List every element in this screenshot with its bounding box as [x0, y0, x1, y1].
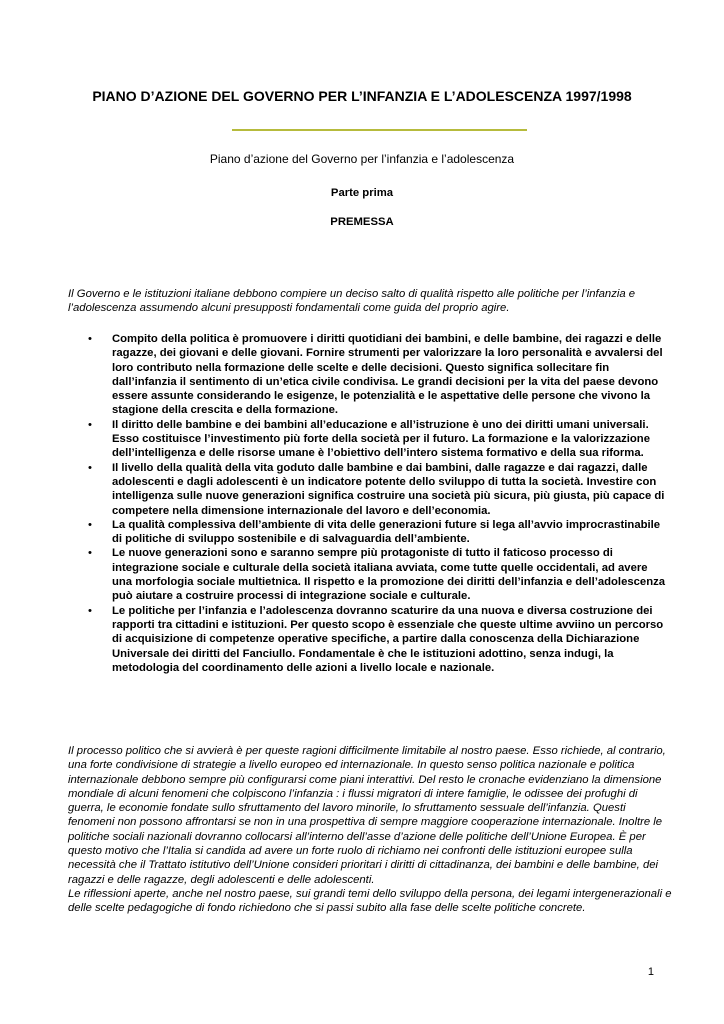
bullet-icon: • — [88, 461, 92, 474]
part-heading: Parte prima — [330, 187, 394, 199]
list-item — [68, 518, 668, 547]
page-number: 1 — [647, 966, 654, 978]
list-item — [68, 604, 668, 675]
list-item-text: Il diritto delle bambine e dei bambini all’educazione e all’istruzione è uno dei diritti umani universali. Esso costituisce l’investimento più forte della società per il futuro. La formazione e la valorizzazione dell’intelligenza e delle risorse umane è l’obiettivo dell’intero sistema formativo e della sua riforma. — [112, 418, 650, 460]
list-item — [68, 332, 668, 418]
list-item-text: Il livello della qualità della vita goduto dalle bambine e dai bambini, dalle ragazze e dai ragazzi, dalle adolescenti e dagli adolescenti è un indicatore potente dello sviluppo di tutta la società. Investire con intelligenza sulle nuove generazioni significa costruire una società più sicura, più giusta, più capace di competere nella dimensione internazionale del lavoro e dell’economia. — [112, 461, 665, 517]
bullet-icon: • — [88, 518, 92, 531]
intro-paragraph: Il Governo e le istituzioni italiane debbono compiere un deciso salto di qualità rispetto alle politiche per l’infanzia e l’adolescenza assumendo alcuni presupposti fondamentali come guida del proprio agire. — [68, 288, 636, 315]
section-heading: PREMESSA — [330, 216, 394, 228]
page-title: PIANO D’AZIONE DEL GOVERNO PER L’INFANZIA E L’ADOLESCENZA 1997/1998 — [92, 88, 632, 104]
bullet-icon: • — [88, 604, 92, 617]
list-item — [68, 546, 668, 603]
closing-section — [68, 744, 674, 916]
closing-paragraph: Le riflessioni aperte, anche nel nostro paese, sui grandi temi dello sviluppo della persona, dei legami intergenerazionali e delle scelte pedagogiche di fondo richiedono che si passi subito alla fase delle scelte politiche concrete. — [68, 887, 672, 915]
list-item-text: La qualità complessiva dell’ambiente di vita delle generazioni future si lega all’avvio improcrastinabile di politiche di sviluppo sostenibile e di salvaguardia dell’ambiente. — [112, 518, 661, 546]
list-item — [68, 461, 668, 518]
principles-list — [68, 332, 668, 675]
bullet-icon: • — [88, 333, 92, 345]
list-item — [68, 418, 668, 461]
closing-paragraph: Il processo politico che si avvierà è per queste ragioni difficilmente limitabile al nostro paese. Esso richiede, al contrario, una forte condivisione di strategie a livello europeo ed internazionale. In questo senso politica nazionale e politica internazionale debbono sempre più configurarsi come piani interattivi. Del resto le cronache evidenziano la dimensione mondiale di alcuni fenomeni che colpiscono l’infanzia : i flussi migratori di intere famiglie, le odissee dei profughi di guerra, le economie fondate sullo sfruttamento del lavoro minorile, lo sfruttamento sessuale dell’infanzia. Questi fenomeni non possono affrontarsi se non in una prospettiva di sempre maggiore cooperazione internazionale. Inoltre le politiche sociali nazionali dovranno collocarsi all’interno dell’asse d’azione delle politiche dell’Unione Europea. È per questo motivo che l’Italia si candida ad avere un forte ruolo di richiamo nei confronti delle istituzioni europee sulla necessità che il Trattato istitutivo dell’Unione consideri prioritari i diritti di cittadinanza, dei bambini e delle bambine, dei ragazzi e delle ragazze, degli adolescenti e delle adolescenti. — [68, 745, 666, 886]
list-item-text: Le politiche per l’infanzia e l’adolescenza dovranno scaturire da una nuova e diversa costruzione dei rapporti tra cittadini e istituzioni. Per questo scopo è essenziale che queste ultime avviino un percorso di acquisizione di competenze operative specifiche, a partire dalla conoscenza della Dichiarazione Universale dei diritti del Fanciullo. Fondamentale è che le istituzioni adottino, senza indugi, la metodologia del coordinamento delle azioni a livello locale e nazionale. — [112, 604, 664, 674]
title-divider — [232, 129, 527, 131]
list-item-text: Compito della politica è promuovere i diritti quotidiani dei bambini, e delle bambine, dei ragazzi e delle ragazze, dei giovani e delle giovani. Fornire strumenti per valorizzare la loro personalità e avvalersi del loro contributo nella formazione delle scelte e delle decisioni. Questo significa sollecitare fin dall’infanzia il sentimento di un’etica civile condivisa. Le grandi decisioni per la vita del paese devono essere assunte considerando le esigenze, le potenzialità e le aspettative delle persone che vivono la stagione della crescita e della formazione. — [112, 333, 663, 417]
list-item-text: Le nuove generazioni sono e saranno sempre più protagoniste di tutto il faticoso processo di integrazione sociale e culturale della società italiana avviata, come tutte quelle occidentali, ad avere una morfologia sociale multietnica. Il rispetto e la promozione dei diritti dell’infanzia e dell’adolescenza può aiutare a costruire processi di integrazione sociale e culturale. — [112, 547, 666, 603]
bullet-icon: • — [88, 547, 92, 560]
bullet-icon: • — [88, 418, 92, 431]
document-subtitle: Piano d’azione del Governo per l’infanzia e l’adolescenza — [209, 152, 515, 166]
